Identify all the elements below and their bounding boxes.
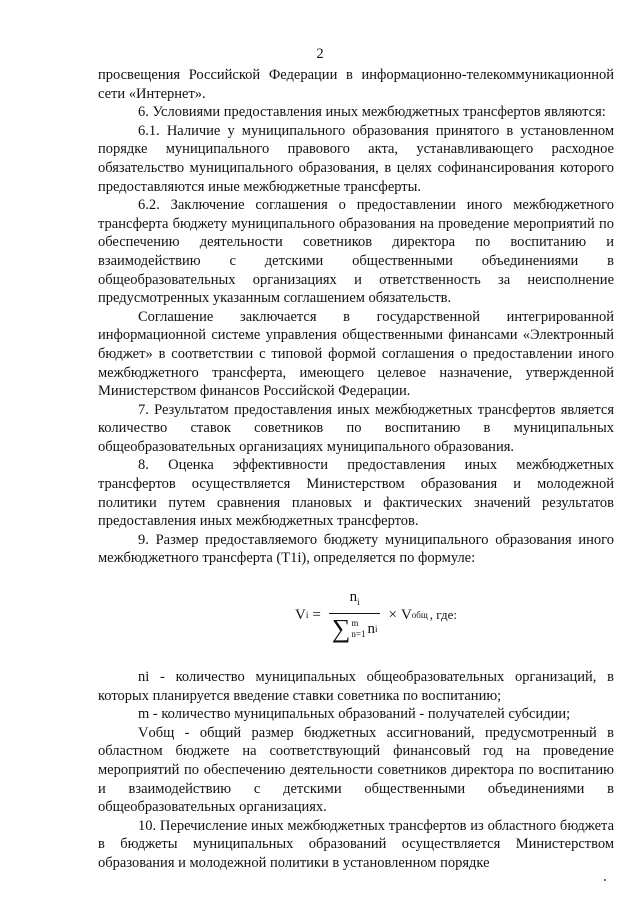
paragraph-continuation: просвещения Российской Федерации в информационно-телекоммуникационной сети «Интернет».	[98, 67, 614, 102]
formula-tail: , где:	[429, 606, 457, 622]
formula-lhs: V	[295, 606, 306, 623]
paragraph-item-7: 7. Результатом предоставления иных межбюджетных трансфертов является количество ставок советников по воспитанию в муниципальных общеобразовательных организациях муниципального образования.	[98, 401, 614, 455]
page-number: 2	[316, 46, 324, 62]
sum-symbol: ∑	[331, 613, 351, 643]
sum-expression	[331, 613, 368, 643]
formula-denominator	[329, 613, 381, 642]
definition-vobsch: Vобщ - общий размер бюджетных ассигнований, предусмотренный в областном бюджете на соответствующий финансовый год на проведение мероприятий по обеспечению деятельности советников директора по воспитанию и взаимодействию с детскими общественными объединениями в общеобразовательных организациях.	[98, 724, 614, 816]
formula-factor: V	[400, 606, 412, 623]
formula-fraction	[329, 588, 381, 642]
sum-lower-limit: n=1	[351, 628, 366, 639]
paragraph-item-6-2: 6.2. Заключение соглашения о предоставлении иного межбюджетного трансферта бюджету муниципального образования на проведение мероприятий по обеспечению деятельности советников директора по воспитанию и взаимодействию с детскими общественными объединениями в общеобразовательных организациях и ответственность за неисполнение предусмотренных указанным соглашением обязательств.	[98, 197, 614, 307]
paragraph-agreement: Соглашение заключается в государственной интегрированной информационной системе управления общественными финансами «Электронный бюджет» в соответствии с типовой формой соглашения о предоставлении иного межбюджетного трансферта, имеющего целевое назначение, утвержденной Министерством финансов Российской Федерации.	[98, 308, 614, 400]
formula-equals: =	[312, 606, 321, 623]
denominator-symbol: n	[367, 620, 375, 637]
document-body	[98, 66, 614, 873]
paragraph-item-8: 8. Оценка эффективности предоставления иных межбюджетных трансфертов осуществляется Министерством образования и молодежной политики путем сравнения плановых и фактических значений результатов предоставления иных межбюджетных трансфертов.	[98, 457, 614, 530]
paragraph-item-6: 6. Условиями предоставления иных межбюджетных трансфертов являются:	[138, 104, 606, 121]
scan-speck	[604, 879, 606, 881]
formula-lhs-sub: i	[305, 609, 309, 620]
paragraph-item-9: 9. Размер предоставляемого бюджету муниципального образования иного межбюджетного трансферта (T1i), определяется по формуле:	[98, 531, 614, 567]
definition-m: m - количество муниципальных образований - получателей субсидии;	[138, 706, 571, 723]
formula-times: ×	[388, 606, 397, 623]
denominator-sub: i	[374, 623, 378, 634]
paragraph-item-6-1: 6.1. Наличие у муниципального образования принятого в установленном порядке муниципального правового акта, устанавливающего расходное обязательство муниципального образования, в целях софинансирования которого предоставляются иные межбюджетные трансферты.	[98, 122, 614, 195]
formula-factor-sub: общ	[411, 609, 428, 620]
numerator-sub: i	[357, 597, 360, 608]
sum-upper-limit: m	[351, 617, 359, 628]
numerator-symbol: n	[349, 589, 358, 606]
definition-ni: ni - количество муниципальных общеобразовательных организаций, в которых планируется введение ставки советника по воспитанию;	[98, 669, 614, 704]
formula	[295, 588, 457, 642]
formula-numerator	[347, 588, 363, 613]
paragraph-item-10: 10. Перечисление иных межбюджетных трансфертов из областного бюджета в бюджеты муниципальных образований осуществляется Министерством образования и молодежной политики в установленном порядке	[98, 817, 614, 871]
sum-limits	[351, 618, 365, 640]
formula-block	[98, 570, 614, 660]
